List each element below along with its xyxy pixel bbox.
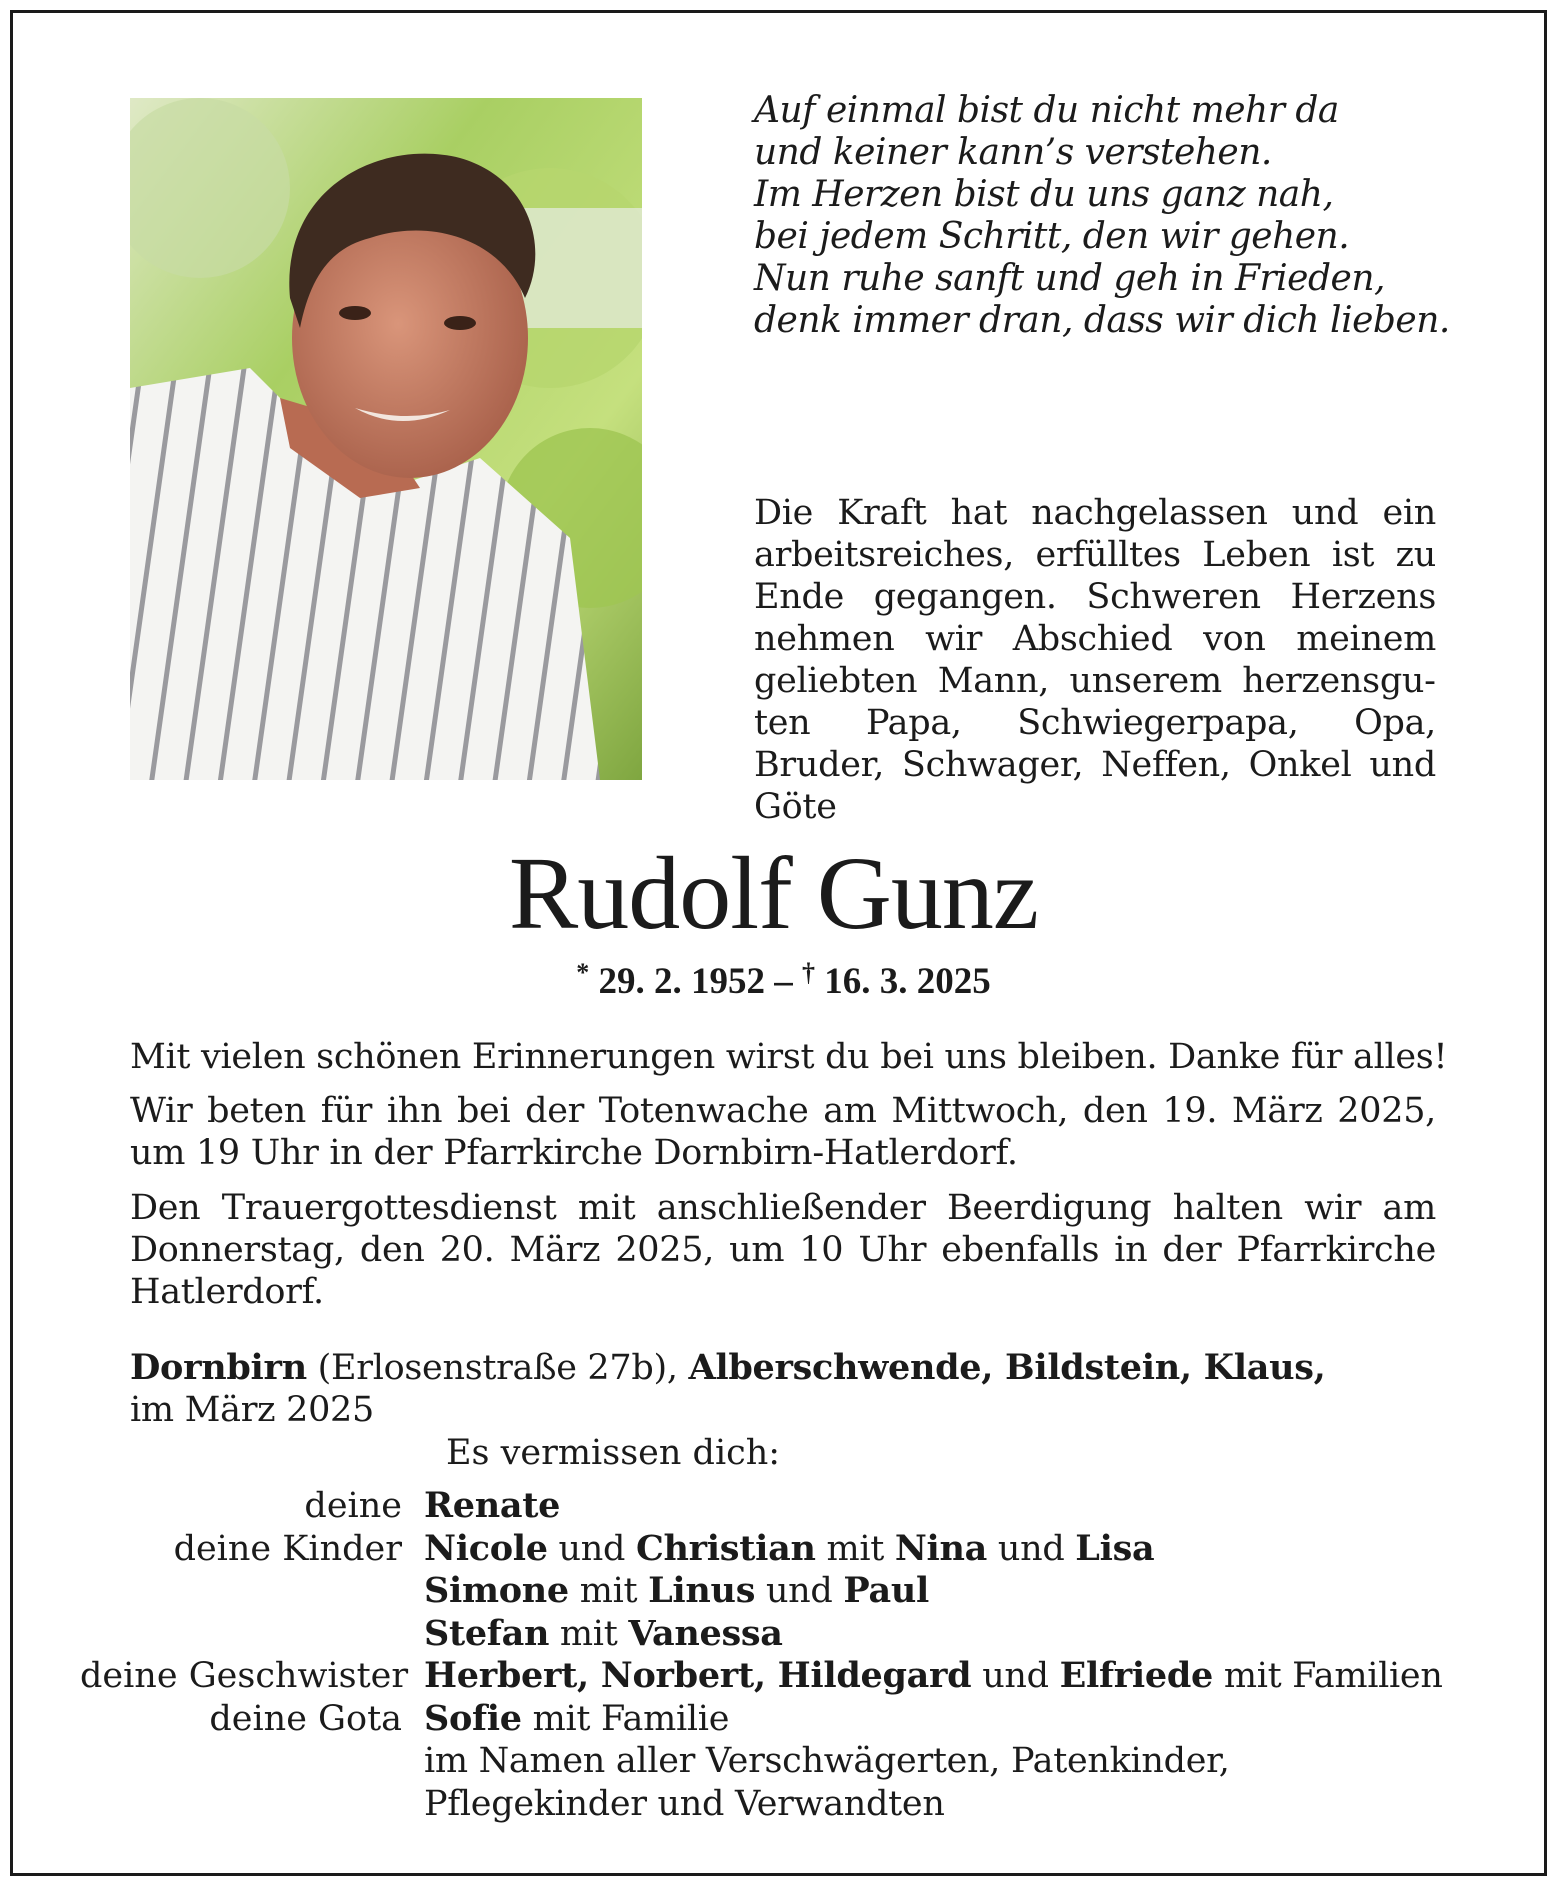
life-dates [0,958,1567,1003]
family-name: Vanessa [628,1612,783,1654]
place-towns: Alberschwende, Bildstein, Klaus, [688,1347,1326,1388]
family-name: Christian [635,1527,816,1569]
family-connector: mit Familie [532,1698,730,1739]
poem-line: Nun ruhe sanft und geh in Frieden, [754,258,1385,299]
family-connector: mit [559,1613,618,1654]
family-list [80,1485,1443,1825]
funeral-paragraph: Den Trauergottesdienst mit anschließender Beerdigung halten wir am Donnerstag, den 20. März 2025, um 10 Uhr ebenfalls in der Pfarrkirche Hatlerdorf. [130,1188,1436,1312]
place-date: im März 2025 [130,1390,374,1430]
birth-date: 29. 2. 1952 [598,961,765,1002]
family-name: Simone [424,1570,569,1611]
family-name: Nicole [424,1527,548,1569]
birth-symbol: * [576,958,590,987]
portrait-photo [130,98,642,780]
family-row [80,1655,1443,1698]
family-name: Stefan [424,1612,550,1654]
intro-paragraph: Die Kraft hat nachgelassen und ein arbeitsreiches, erfülltes Leben ist zu Ende gegangen. Schweren Herzens nehmen wir Abschied von meinem geliebten Mann, unserem herzensguten Papa, Schwiegerpapa, Opa, Bruder, Schwager, Neffen, Onkel und Göte [754,493,1436,827]
death-symbol: † [802,958,815,987]
family-row [80,1528,1443,1571]
place-and-date [130,1347,1326,1431]
poem-line: Auf einmal bist du nicht mehr da [754,90,1339,131]
portrait-image [130,98,642,780]
family-connector: mit Familien [1223,1656,1443,1696]
family-name: Herbert, Norbert, Hildegard [424,1655,972,1696]
family-name: Linus [648,1570,756,1611]
poem-line: und keiner kann’s verstehen. [754,132,1272,173]
family-connector: mit [826,1528,884,1569]
family-row [80,1698,1443,1741]
poem-line: bei jedem Schritt, den wir gehen. [754,216,1350,257]
poem-line: Im Herzen bist du uns ganz nah, [754,174,1334,215]
family-name: Sofie [424,1697,522,1739]
vigil-paragraph: Wir beten für ihn bei der Totenwache am Mittwoch, den 19. März 2025, um 19 Uhr in der Pfarrkirche Dornbirn-Hatlerdorf. [130,1091,1436,1173]
family-name: Renate [424,1485,561,1526]
place-city: Dornbirn [130,1347,307,1388]
family-connector: mit [579,1571,638,1611]
family-row [80,1570,1443,1613]
poem-line: denk immer dran, dass wir dich lieben. [754,300,1450,341]
place-address: (Erlosenstraße 27b), [317,1348,678,1388]
family-label: deine [304,1486,402,1526]
family-label: deine Gota [209,1698,402,1739]
family-row [80,1485,1443,1528]
poem [754,90,1454,342]
family-name: Elfriede [1059,1655,1213,1696]
family-name: Lisa [1075,1527,1155,1569]
family-row [80,1613,1443,1656]
family-row [80,1740,1443,1783]
date-separator: – [774,961,793,1002]
deceased-name: Rudolf Gunz [508,836,1039,951]
family-row [80,1783,1443,1826]
family-connector: und [982,1656,1049,1696]
missing-heading: Es vermissen dich: [446,1433,781,1473]
family-connector: und [765,1571,833,1611]
memory-paragraph: Mit vielen schönen Erinnerungen wirst du bei uns bleiben. Danke für alles! [130,1037,1448,1077]
relatives-line: im Namen aller Verschwägerten, Patenkinder, [424,1741,1230,1781]
family-name: Paul [843,1570,929,1611]
family-label: deine Kinder [173,1528,402,1569]
family-connector: und [558,1528,626,1569]
death-date: 16. 3. 2025 [824,961,991,1002]
family-label: deine Geschwister [80,1656,409,1696]
family-name: Nina [894,1527,988,1569]
relatives-line: Pflegekinder und Verwandten [424,1783,945,1824]
family-connector: und [997,1528,1065,1569]
